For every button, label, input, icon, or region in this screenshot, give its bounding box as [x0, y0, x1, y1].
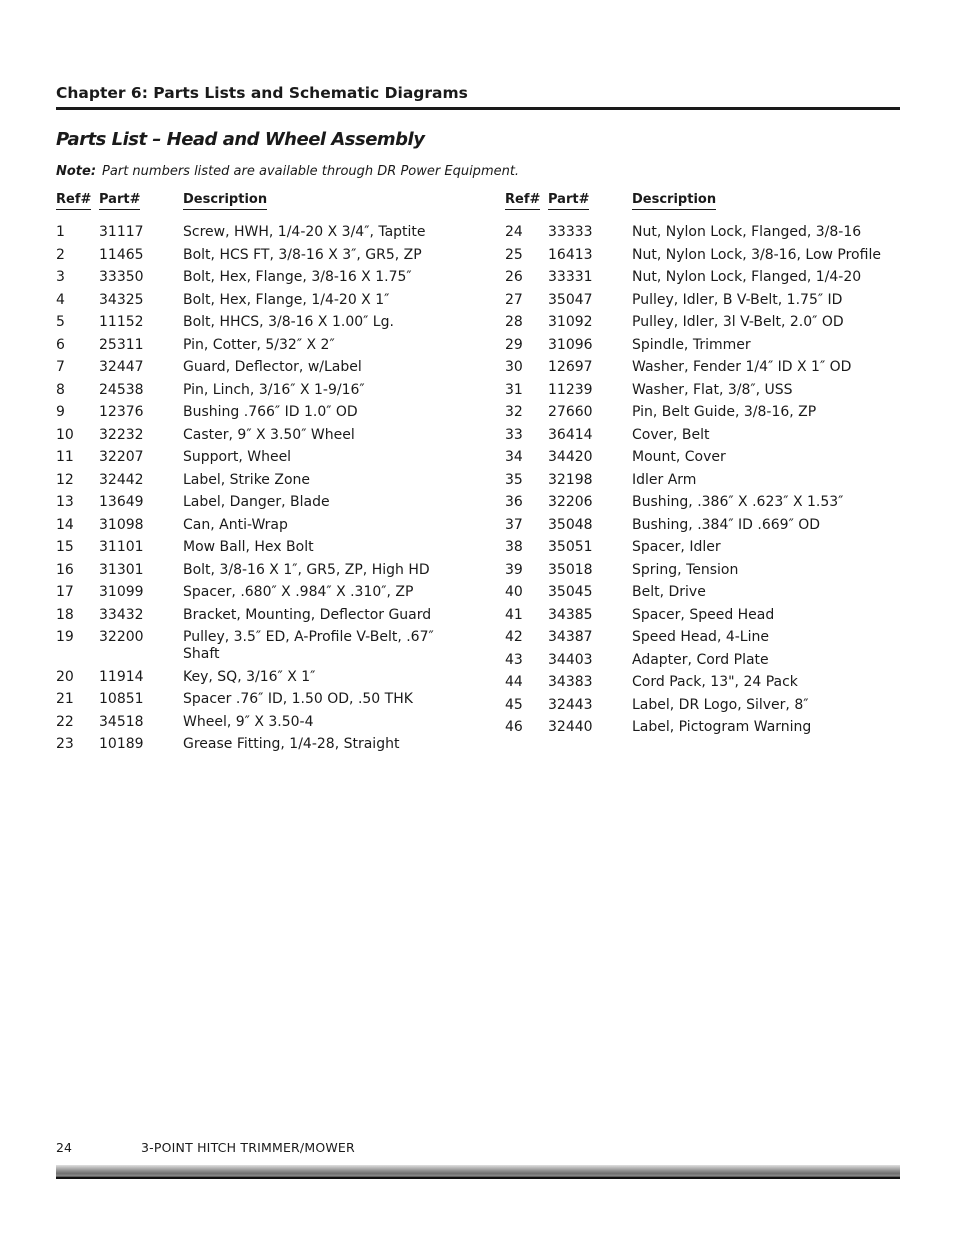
section-title: Parts List – Head and Wheel Assembly	[56, 129, 425, 150]
ref-cell: 4	[56, 291, 65, 308]
table-row	[56, 359, 456, 382]
header-part: Part#	[99, 192, 140, 210]
description-cell: Pulley, Idler, 3l V-Belt, 2.0″ OD	[632, 314, 844, 330]
description-cell: Pin, Belt Guide, 3/8-16, ZP	[632, 404, 817, 420]
table-row	[505, 517, 905, 540]
ref-cell: 22	[56, 713, 74, 730]
table-row	[505, 494, 905, 517]
description-cell: Bolt, 3/8-16 X 1″, GR5, ZP, High HD	[183, 561, 430, 578]
part-number-cell: 34518	[99, 713, 144, 730]
part-number-cell: 35018	[548, 561, 593, 578]
footer-bar	[56, 1165, 900, 1179]
ref-cell: 20	[56, 668, 74, 685]
part-number-cell: 25311	[99, 336, 144, 353]
description-cell: Bushing .766″ ID 1.0″ OD	[183, 404, 358, 420]
table-row	[56, 472, 456, 495]
description-cell: Bushing, .384″ ID .669″ OD	[632, 516, 821, 533]
description-cell: Spacer, .680″ X .984″ X .310″, ZP	[183, 584, 414, 600]
description-cell: Bushing, .386″ X .623″ X 1.53″	[632, 494, 844, 510]
table-row	[505, 314, 905, 337]
description-cell: Spacer, Speed Head	[632, 606, 775, 623]
table-row	[505, 607, 905, 630]
table-row	[56, 247, 456, 270]
ref-cell: 8	[56, 381, 65, 398]
part-number-cell: 34420	[548, 449, 593, 465]
part-number-cell: 12697	[548, 359, 593, 375]
note-label: Note:	[56, 164, 97, 179]
part-number-cell: 35045	[548, 584, 593, 600]
description-cell: Washer, Flat, 3/8″, USS	[632, 381, 793, 398]
part-number-cell: 31301	[99, 561, 144, 578]
note	[56, 164, 519, 179]
ref-cell: 11	[56, 449, 74, 465]
description-cell: Nut, Nylon Lock, Flanged, 1/4-20	[632, 269, 862, 285]
description-cell: Bolt, HCS FT, 3/8-16 X 3″, GR5, ZP	[183, 246, 422, 263]
header-ref: Ref#	[505, 192, 540, 210]
table-row	[505, 539, 905, 562]
ref-cell: 34	[505, 449, 523, 465]
part-number-cell: 11465	[99, 246, 144, 263]
part-number-cell: 10851	[99, 691, 144, 707]
part-number-cell: 10189	[99, 736, 144, 752]
description-cell: Speed Head, 4-Line	[632, 629, 769, 645]
description-cell: Cover, Belt	[632, 426, 710, 443]
ref-cell: 16	[56, 561, 74, 578]
part-number-cell: 32443	[548, 696, 593, 713]
description-cell: Cord Pack, 13", 24 Pack	[632, 674, 798, 690]
description-cell: Screw, HWH, 1/4-20 X 3/4″, Taptite	[183, 224, 426, 240]
part-number-cell: 32232	[99, 426, 144, 443]
ref-cell: 33	[505, 426, 523, 443]
table-row	[56, 314, 456, 337]
part-number-cell: 33331	[548, 269, 593, 285]
ref-cell: 3	[56, 269, 65, 285]
ref-cell: 32	[505, 404, 523, 420]
ref-cell: 46	[505, 719, 523, 735]
part-number-cell: 32447	[99, 359, 144, 375]
ref-cell: 36	[505, 494, 523, 510]
table-row	[505, 562, 905, 585]
table-row	[505, 674, 905, 697]
ref-cell: 10	[56, 426, 74, 443]
description-cell: Spindle, Trimmer	[632, 336, 751, 353]
table-row	[505, 404, 905, 427]
ref-cell: 21	[56, 691, 74, 707]
ref-cell: 35	[505, 471, 523, 488]
ref-cell: 45	[505, 696, 523, 713]
table-row	[505, 449, 905, 472]
ref-cell: 7	[56, 359, 65, 375]
table-row	[505, 269, 905, 292]
ref-cell: 23	[56, 736, 74, 752]
description-cell: Bolt, Hex, Flange, 3/8-16 X 1.75″	[183, 269, 412, 285]
table-row	[56, 539, 456, 562]
table-row	[56, 607, 456, 630]
parts-list	[56, 224, 456, 759]
ref-cell: 9	[56, 404, 65, 420]
part-number-cell: 34387	[548, 629, 593, 645]
description-cell: Label, Strike Zone	[183, 471, 311, 488]
table-row	[56, 449, 456, 472]
table-row	[56, 427, 456, 450]
description-cell: Nut, Nylon Lock, Flanged, 3/8-16	[632, 224, 862, 240]
part-number-cell: 31092	[548, 314, 593, 330]
part-number-cell: 36414	[548, 426, 593, 443]
part-number-cell: 31098	[99, 516, 144, 533]
table-header	[505, 190, 905, 218]
header-ref: Ref#	[56, 192, 91, 210]
part-number-cell: 16413	[548, 246, 593, 263]
description-cell: Mow Ball, Hex Bolt	[183, 539, 314, 555]
part-number-cell: 32198	[548, 471, 593, 488]
ref-cell: 43	[505, 651, 523, 668]
description-cell: Adapter, Cord Plate	[632, 651, 769, 668]
part-number-cell: 31101	[99, 539, 144, 555]
table-row	[505, 292, 905, 315]
note-text: Part numbers listed are available through DR Power Equipment.	[102, 164, 520, 179]
footer-page-number: 24	[56, 1140, 72, 1155]
part-number-cell: 11239	[548, 381, 593, 398]
ref-cell: 18	[56, 606, 74, 623]
description-cell: Pin, Linch, 3/16″ X 1-9/16″	[183, 381, 365, 398]
table-row	[56, 337, 456, 360]
description-cell: Pulley, Idler, B V-Belt, 1.75″ ID	[632, 291, 843, 308]
table-row	[505, 359, 905, 382]
footer-manual-title: 3-POINT HITCH TRIMMER/MOWER	[141, 1140, 355, 1155]
ref-cell: 25	[505, 246, 523, 263]
parts-column-left	[56, 190, 456, 759]
description-cell: Label, Pictogram Warning	[632, 719, 812, 735]
parts-column-right	[505, 190, 905, 742]
description-cell: Belt, Drive	[632, 584, 706, 600]
part-number-cell: 34403	[548, 651, 593, 668]
ref-cell: 5	[56, 314, 65, 330]
table-row	[505, 697, 905, 720]
header-description: Description	[632, 192, 716, 210]
table-row	[505, 224, 905, 247]
description-cell: Support, Wheel	[183, 449, 292, 465]
description-cell: Pulley, 3.5″ ED, A-Profile V-Belt, .67″ Shaft	[183, 629, 434, 662]
table-row	[56, 714, 456, 737]
ref-cell: 28	[505, 314, 523, 330]
part-number-cell: 35048	[548, 516, 593, 533]
part-number-cell: 35051	[548, 539, 593, 555]
header-description: Description	[183, 192, 267, 210]
table-row	[56, 562, 456, 585]
part-number-cell: 32207	[99, 449, 144, 465]
description-cell: Spacer .76″ ID, 1.50 OD, .50 THK	[183, 691, 413, 707]
part-number-cell: 32440	[548, 719, 593, 735]
table-row	[505, 337, 905, 360]
ref-cell: 40	[505, 584, 523, 600]
part-number-cell: 31117	[99, 224, 144, 240]
part-number-cell: 31099	[99, 584, 144, 600]
description-cell: Mount, Cover	[632, 449, 726, 465]
part-number-cell: 34385	[548, 606, 593, 623]
description-cell: Spring, Tension	[632, 561, 739, 578]
ref-cell: 15	[56, 539, 74, 555]
table-row	[56, 382, 456, 405]
description-cell: Spacer, Idler	[632, 539, 721, 555]
part-number-cell: 33432	[99, 606, 144, 623]
part-number-cell: 34383	[548, 674, 593, 690]
table-row	[56, 691, 456, 714]
description-cell: Grease Fitting, 1/4-28, Straight	[183, 736, 400, 752]
table-header	[56, 190, 456, 218]
ref-cell: 24	[505, 224, 523, 240]
part-number-cell: 32442	[99, 471, 144, 488]
ref-cell: 39	[505, 561, 523, 578]
description-cell: Pin, Cotter, 5/32″ X 2″	[183, 336, 335, 353]
description-cell: Washer, Fender 1/4″ ID X 1″ OD	[632, 359, 852, 375]
part-number-cell: 32200	[99, 629, 144, 645]
description-cell: Wheel, 9″ X 3.50-4	[183, 713, 314, 730]
ref-cell: 38	[505, 539, 523, 555]
table-row	[56, 629, 456, 669]
table-row	[505, 427, 905, 450]
description-cell: Label, DR Logo, Silver, 8″	[632, 696, 809, 713]
table-row	[505, 719, 905, 742]
description-cell: Idler Arm	[632, 471, 697, 488]
description-cell: Guard, Deflector, w/Label	[183, 359, 362, 375]
description-cell: Key, SQ, 3/16″ X 1″	[183, 668, 316, 685]
description-cell: Caster, 9″ X 3.50″ Wheel	[183, 426, 355, 443]
chapter-title: Chapter 6: Parts Lists and Schematic Diagrams	[56, 84, 468, 102]
description-cell: Bracket, Mounting, Deflector Guard	[183, 606, 432, 623]
header-part: Part#	[548, 192, 589, 210]
table-row	[56, 736, 456, 759]
part-number-cell: 24538	[99, 381, 144, 398]
ref-cell: 27	[505, 291, 523, 308]
table-row	[56, 269, 456, 292]
parts-list	[505, 224, 905, 742]
description-cell: Label, Danger, Blade	[183, 494, 330, 510]
table-row	[505, 629, 905, 652]
description-cell: Nut, Nylon Lock, 3/8-16, Low Profile	[632, 246, 881, 263]
ref-cell: 42	[505, 629, 523, 645]
ref-cell: 31	[505, 381, 523, 398]
part-number-cell: 33333	[548, 224, 593, 240]
ref-cell: 37	[505, 516, 523, 533]
chapter-rule	[56, 107, 900, 110]
table-row	[505, 652, 905, 675]
part-number-cell: 34325	[99, 291, 144, 308]
part-number-cell: 11914	[99, 668, 144, 685]
ref-cell: 17	[56, 584, 74, 600]
table-row	[56, 224, 456, 247]
part-number-cell: 11152	[99, 314, 144, 330]
table-row	[505, 382, 905, 405]
table-row	[56, 494, 456, 517]
table-row	[505, 247, 905, 270]
description-cell: Can, Anti-Wrap	[183, 516, 288, 533]
ref-cell: 1	[56, 224, 65, 240]
table-row	[56, 404, 456, 427]
part-number-cell: 33350	[99, 269, 144, 285]
ref-cell: 6	[56, 336, 65, 353]
ref-cell: 41	[505, 606, 523, 623]
part-number-cell: 32206	[548, 494, 593, 510]
description-cell: Bolt, HHCS, 3/8-16 X 1.00″ Lg.	[183, 314, 394, 330]
ref-cell: 19	[56, 629, 74, 645]
ref-cell: 44	[505, 674, 523, 690]
ref-cell: 12	[56, 471, 74, 488]
table-row	[56, 669, 456, 692]
ref-cell: 14	[56, 516, 74, 533]
table-row	[56, 584, 456, 607]
part-number-cell: 12376	[99, 404, 144, 420]
table-row	[56, 292, 456, 315]
part-number-cell: 31096	[548, 336, 593, 353]
ref-cell: 29	[505, 336, 523, 353]
table-row	[505, 472, 905, 495]
part-number-cell: 35047	[548, 291, 593, 308]
ref-cell: 30	[505, 359, 523, 375]
ref-cell: 2	[56, 246, 65, 263]
part-number-cell: 13649	[99, 494, 144, 510]
table-row	[56, 517, 456, 540]
ref-cell: 13	[56, 494, 74, 510]
part-number-cell: 27660	[548, 404, 593, 420]
table-row	[505, 584, 905, 607]
ref-cell: 26	[505, 269, 523, 285]
description-cell: Bolt, Hex, Flange, 1/4-20 X 1″	[183, 291, 390, 308]
